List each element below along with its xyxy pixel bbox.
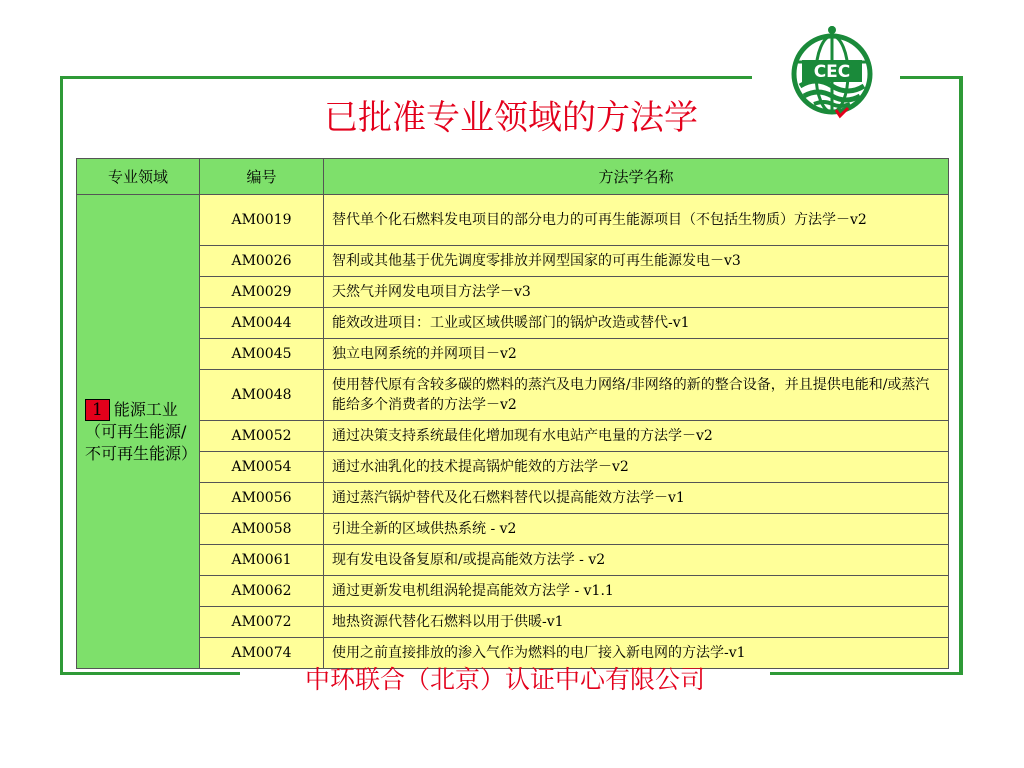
page-title: 已批准专业领域的方法学 [324,98,698,138]
methodology-name: 替代单个化石燃料发电项目的部分电力的可再生能源项目（不包括生物质）方法学－v2 [324,195,949,246]
methodology-code: AM0052 [200,421,324,452]
methodology-name: 引进全新的区域供热系统 - v2 [324,514,949,545]
methodology-name: 通过蒸汽锅炉替代及化石燃料替代以提高能效方法学－v1 [324,483,949,514]
methodology-code: AM0044 [200,308,324,339]
methodology-code: AM0045 [200,339,324,370]
table-row [77,545,949,576]
methodology-name: 能效改进项目：工业或区域供暖部门的锅炉改造或替代-v1 [324,308,949,339]
methodology-code: AM0029 [200,277,324,308]
methodology-name: 通过更新发电机组涡轮提高能效方法学 - v1.1 [324,576,949,607]
table-body [77,195,949,669]
table-row [77,452,949,483]
table-row [77,421,949,452]
methodology-name: 地热资源代替化石燃料以用于供暖-v1 [324,607,949,638]
domain-cell [77,195,200,669]
methodology-name: 天然气并网发电项目方法学－v3 [324,277,949,308]
logo-text: CEC [813,62,851,82]
methodology-name: 智利或其他基于优先调度零排放并网型国家的可再生能源发电－v3 [324,246,949,277]
frame-line-top-left [60,76,752,79]
header-domain: 专业领域 [77,159,200,195]
methodology-code: AM0061 [200,545,324,576]
methodology-code: AM0056 [200,483,324,514]
methodology-name: 通过决策支持系统最佳化增加现有水电站产电量的方法学－v2 [324,421,949,452]
methodology-code: AM0072 [200,607,324,638]
methodology-table [76,158,949,669]
table-row [77,514,949,545]
table-header-row [77,159,949,195]
frame-line-bottom-right [770,672,963,675]
domain-label: 能源工业（可再生能源/不可再生能源） [85,399,198,463]
methodology-name: 使用之前直接排放的渗入气作为燃料的电厂接入新电网的方法学-v1 [324,638,949,669]
frame-line-bottom-left [60,672,240,675]
table-row [77,246,949,277]
methodology-code: AM0074 [200,638,324,669]
methodology-code: AM0054 [200,452,324,483]
table-row [77,195,949,246]
methodology-name: 独立电网系统的并网项目－v2 [324,339,949,370]
company-footer: 中环联合（北京）认证中心有限公司 [304,665,705,694]
table-row [77,607,949,638]
table-row [77,483,949,514]
methodology-code: AM0062 [200,576,324,607]
header-name: 方法学名称 [324,159,949,195]
methodology-name: 现有发电设备复原和/或提高能效方法学 - v2 [324,545,949,576]
table-row [77,339,949,370]
frame-line-right [959,76,963,674]
table-row [77,277,949,308]
header-code: 编号 [200,159,324,195]
table-row [77,308,949,339]
methodology-code: AM0019 [200,195,324,246]
methodology-name: 通过水油乳化的技术提高锅炉能效的方法学－v2 [324,452,949,483]
table-row [77,576,949,607]
domain-number-badge: 1 [85,399,110,421]
methodology-code: AM0026 [200,246,324,277]
table-row [77,370,949,421]
methodology-code: AM0058 [200,514,324,545]
methodology-code: AM0048 [200,370,324,421]
methodology-name: 使用替代原有含较多碳的燃料的蒸汽及电力网络/非网络的新的整合设备，并且提供电能和/或蒸汽能给多个消费者的方法学－v2 [324,370,949,421]
frame-line-top-right [900,76,963,79]
frame-line-left [60,76,63,674]
